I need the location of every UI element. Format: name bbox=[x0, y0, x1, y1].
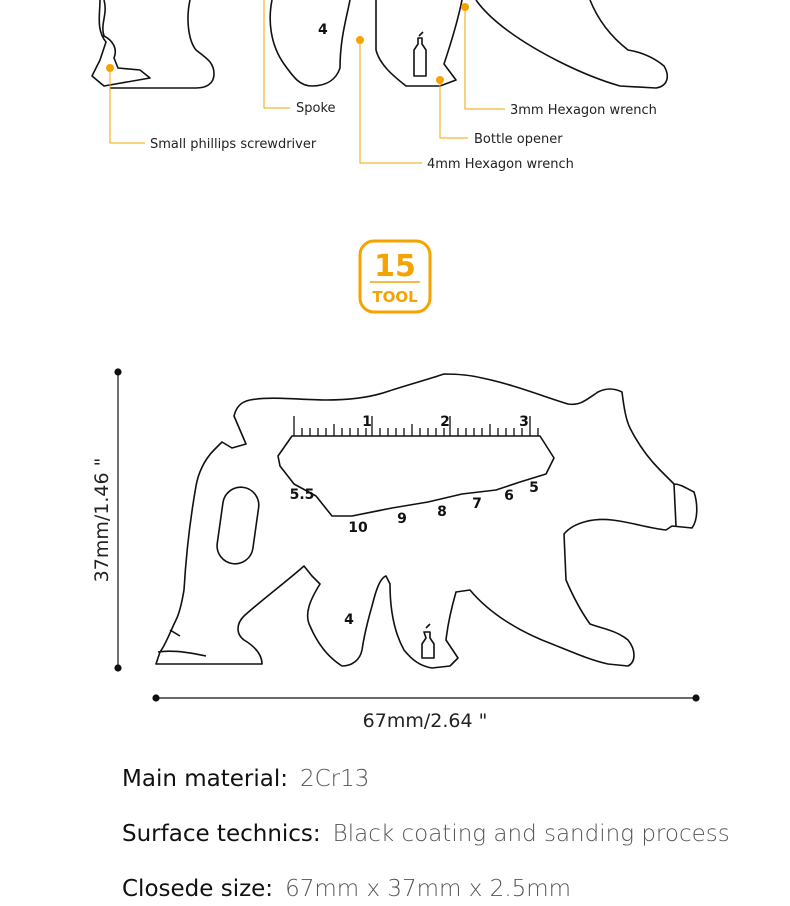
ruler-ticks bbox=[294, 416, 538, 436]
top-wrench-mark: 4 bbox=[318, 22, 328, 38]
callout-3mm-hex: 3mm Hexagon wrench bbox=[510, 103, 657, 118]
spec-surface-technics bbox=[122, 821, 730, 847]
spec-value: 67mm x 37mm x 2.5mm bbox=[285, 876, 572, 902]
width-dimension-label: 67mm/2.64 " bbox=[362, 710, 488, 732]
spec-key: Main material: bbox=[122, 766, 288, 792]
hex-size-label: 10 bbox=[348, 520, 368, 536]
badge-number: 15 bbox=[374, 249, 416, 284]
top-bear-outline bbox=[92, 0, 667, 88]
badge-text: TOOL bbox=[372, 288, 418, 306]
hex-size-label: 5.5 bbox=[289, 487, 315, 503]
spec-closed-size bbox=[122, 876, 571, 902]
hex-size-label: 6 bbox=[504, 488, 514, 504]
tool-count-badge bbox=[360, 241, 430, 312]
height-dimension-label: 37mm/1.46 " bbox=[91, 457, 113, 583]
spec-value: 2Cr13 bbox=[299, 766, 370, 792]
ruler-mark-1: 1 bbox=[362, 414, 372, 430]
hex-size-label: 8 bbox=[437, 504, 447, 520]
ruler-mark-2: 2 bbox=[440, 414, 450, 430]
callout-4mm-hex: 4mm Hexagon wrench bbox=[427, 157, 574, 172]
hex-size-label: 5 bbox=[529, 480, 539, 496]
ruler-mark-3: 3 bbox=[519, 414, 529, 430]
hex-size-label: 7 bbox=[472, 496, 482, 512]
wrench-mark: 4 bbox=[344, 612, 354, 628]
spec-key: Closede size: bbox=[122, 876, 274, 902]
height-dimension-line bbox=[115, 369, 121, 671]
bear-tool-outline bbox=[156, 374, 697, 668]
callout-bottle-opener: Bottle opener bbox=[474, 132, 563, 147]
width-dimension-line bbox=[153, 695, 699, 701]
spec-value: Black coating and sanding process bbox=[332, 821, 730, 847]
spec-main-material bbox=[122, 766, 369, 792]
callout-screwdriver: Small phillips screwdriver bbox=[150, 137, 317, 152]
spec-key: Surface technics: bbox=[122, 821, 321, 847]
callout-spoke: Spoke bbox=[296, 101, 336, 116]
hex-size-label: 9 bbox=[397, 511, 407, 527]
